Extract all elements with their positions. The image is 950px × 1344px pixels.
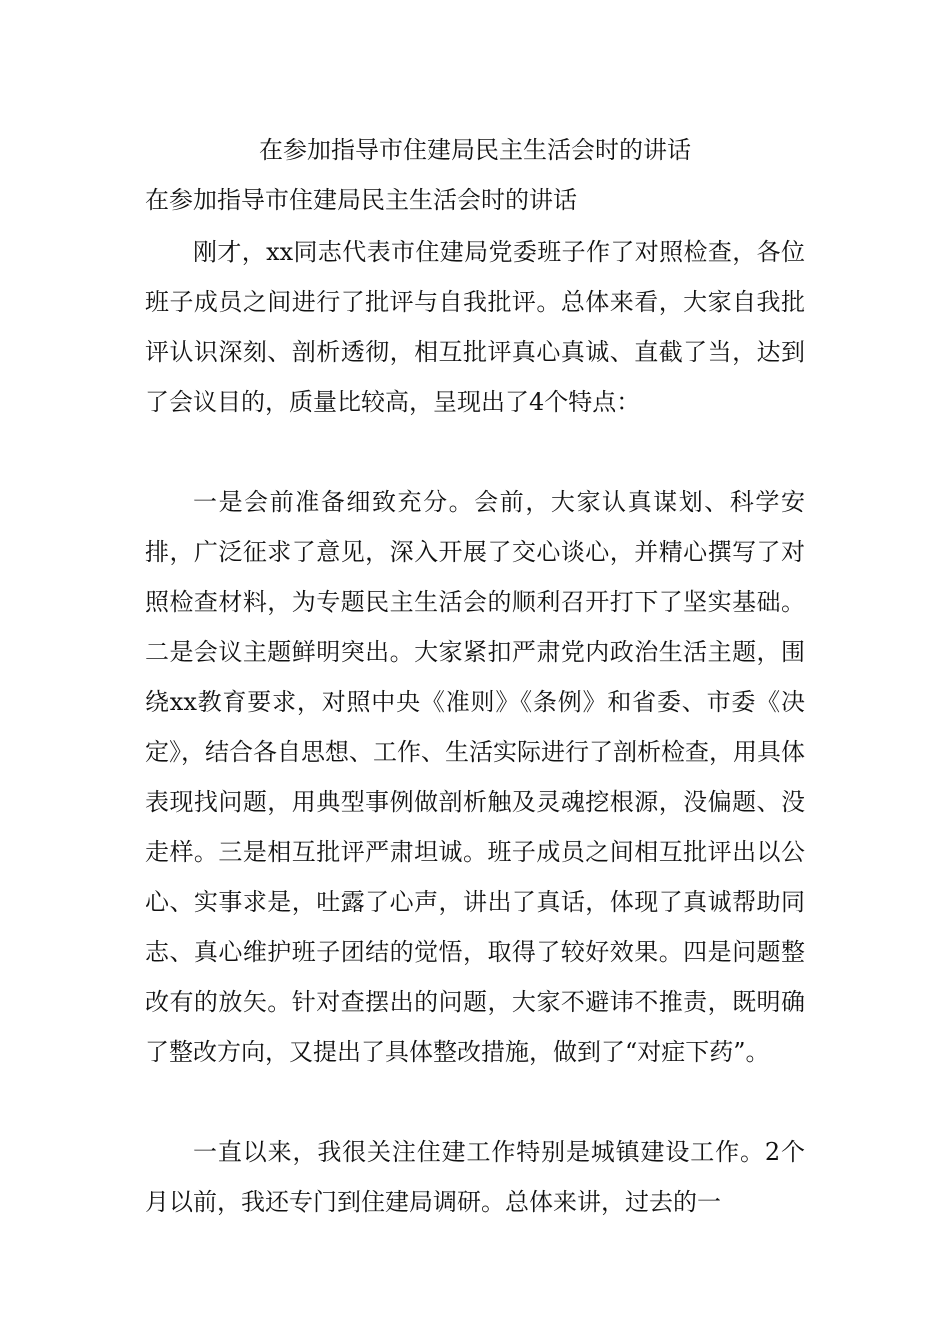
paragraph-features: 一是会前准备细致充分。会前，大家认真谋划、科学安排，广泛征求了意见，深入开展了交心谈心，并精心撰写了对照检查材料，为专题民主生活会的顺利召开打下了坚实基础。二是会议主题鲜明突出。大家紧扣严肃党内政治生活主题，围绕xx教育要求，对照中央《准则》《条例》和省委、市委《决定》，结合各自思想、工作、生活实际进行了剖析检查，用具体表现找问题，用典型事例做剖析触及灵魂挖根源，没偏题、没走样。三是相互批评严肃坦诚。班子成员之间相互批评出以公心、实事求是，吐露了心声，讲出了真话，体现了真诚帮助同志、真心维护班子团结的觉悟，取得了较好效果。四是问题整改有的放矢。针对查摆出的问题，大家不避讳不推责，既明确了整改方向，又提出了具体整改措施，做到了“对症下药”。 xyxy=(145,488,805,1066)
paragraph-intro: 刚才，xx同志代表市住建局党委班子作了对照检查，各位班子成员之间进行了批评与自我批评。总体来看，大家自我批评认识深刻、剖析透彻，相互批评真心真诚、直截了当，达到了会议目的，质量比较高，呈现出了4个特点： xyxy=(145,238,805,416)
document-subtitle: 在参加指导市住建局民主生活会时的讲话 xyxy=(145,186,577,214)
paragraph-continuation: 一直以来，我很关注住建工作特别是城镇建设工作。2个月以前，我还专门到住建局调研。总体来讲，过去的一 xyxy=(145,1138,805,1216)
document-title: 在参加指导市住建局民主生活会时的讲话 xyxy=(259,136,691,164)
